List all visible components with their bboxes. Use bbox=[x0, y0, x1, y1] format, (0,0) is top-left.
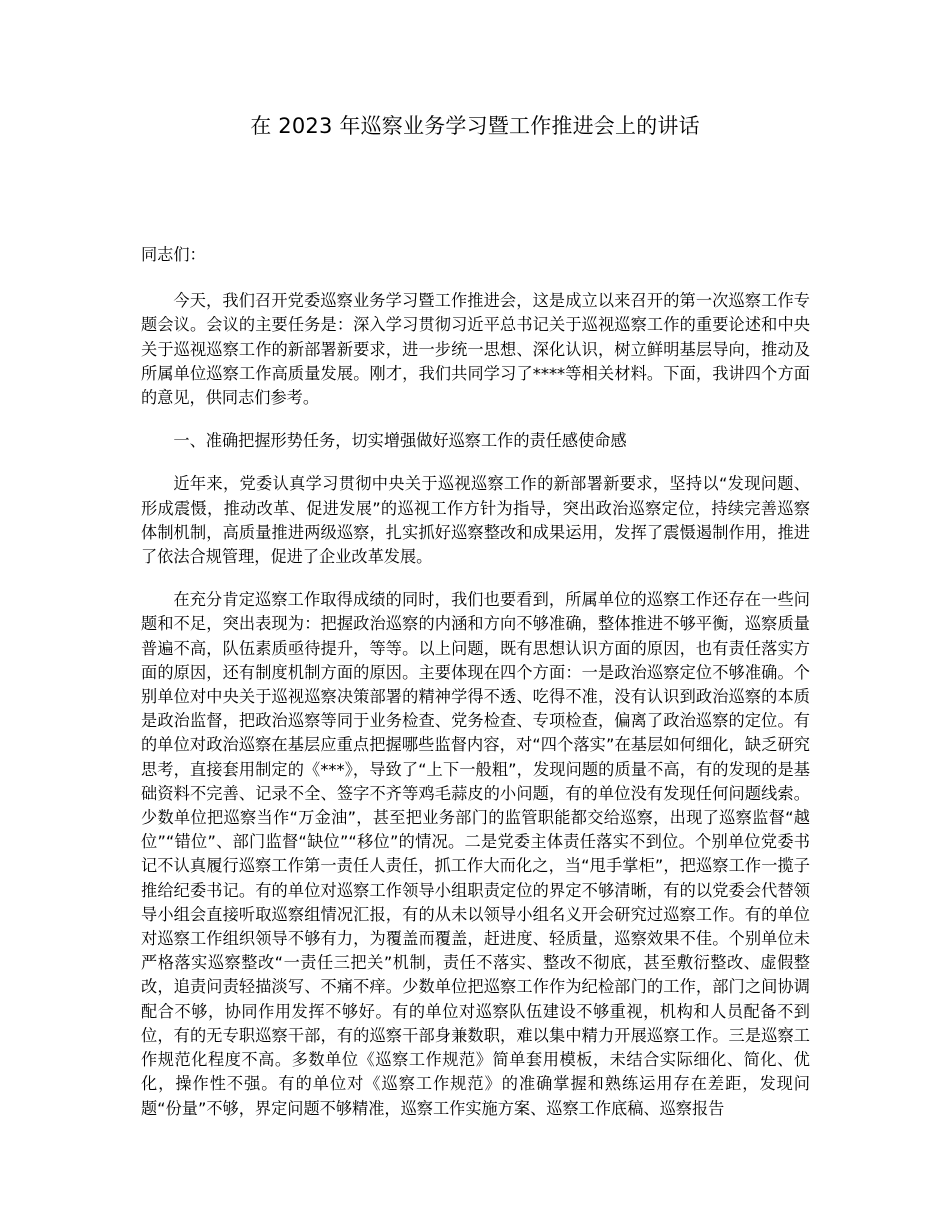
paragraph-achievements: 近年来，党委认真学习贯彻中央关于巡视巡察工作的新部署新要求，坚持以“发现问题、形成震慑，推动改革、促进发展”的巡视工作方针为指导，突出政治巡察定位，持续完善巡察体制机制，高质量推进两级巡察，扎实抓好巡察整改和成果运用，发挥了震慑遏制作用，推进了依法合规管理，促进了企业改革发展。 bbox=[141, 474, 810, 567]
paragraph-problems: 在充分肯定巡察工作取得成绩的同时，我们也要看到，所属单位的巡察工作还存在一些问题和不足，突出表现为：把握政治巡察的内涵和方向不够准确，整体推进不够平衡，巡察质量普遍不高，队伍素质亟待提升，等等。以上问题，既有思想认识方面的原因，也有责任落实方面的原因，还有制度机制方面的原因。主要体现在四个方面：一是政治巡察定位不够准确。个别单位对中央关于巡视巡察决策部署的精神学得不透、吃得不准，没有认识到政治巡察的本质是政治监督，把政治巡察等同于业务检查、党务检查、专项检查，偏离了政治巡察的定位。有的单位对政治巡察在基层应重点把握哪些监督内容，对“四个落实”在基层如何细化，缺乏研究思考，直接套用制定的《***》，导致了“上下一般粗”，发现问题的质量不高，有的发现的是基础资料不完善、记录不全、签字不齐等鸡毛蒜皮的小问题，有的单位没有发现任何问题线索。少数单位把巡察当作“万金油”，甚至把业务部门的监管职能都交给巡察，出现了巡察监督“越位”“错位”、部门监督“缺位”“移位”的情况。二是党委主体责任落实不到位。个别单位党委书记不认真履行巡察工作第一责任人责任，抓工作大而化之，当“甩手掌柜”，把巡察工作一揽子推给纪委书记。有的单位对巡察工作领导小组职责定位的界定不够清晰，有的以党委会代替领导小组会直接听取巡察组情况汇报，有的从未以领导小组名义开会研究过巡察工作。有的单位对巡察工作组织领导不够有力，为覆盖而覆盖，赶进度、轻质量，巡察效果不佳。个别单位未严格落实巡察整改“一责任三把关”机制，责任不落实、整改不彻底，甚至敷衍整改、虚假整改，追责问责轻描淡写、不痛不痒。少数单位把巡察工作作为纪检部门的工作，部门之间协调配合不够，协同作用发挥不够好。有的单位对巡察队伍建设不够重视，机构和人员配备不到位，有的无专职巡察干部，有的巡察干部身兼数职，难以集中精力开展巡察工作。三是巡察工作规范化程度不高。多数单位《巡察工作规范》简单套用模板，未结合实际细化、简化、优化，操作性不强。有的单位对《巡察工作规范》的准确掌握和熟练运用存在差距，发现问题“份量”不够，界定问题不够精准，巡察工作实施方案、巡察工作底稿、巡察报告 bbox=[141, 590, 810, 1118]
section-heading-1: 一、准确把握形势任务，切实增强做好巡察工作的责任感使命感 bbox=[173, 431, 627, 451]
paragraph-opening: 今天，我们召开党委巡察业务学习暨工作推进会，这是成立以来召开的第一次巡察工作专题会议。会议的主要任务是：深入学习贯彻习近平总书记关于巡视巡察工作的重要论述和中央关于巡视巡察工作的新部署新要求，进一步统一思想、深化认识，树立鲜明基层导向，推动及所属单位巡察工作高质量发展。刚才，我们共同学习了****等相关材料。下面，我讲四个方面的意见，供同志们参考。 bbox=[141, 291, 810, 408]
document-body bbox=[141, 243, 810, 1121]
salutation: 同志们： bbox=[141, 245, 206, 264]
document-title: 在 2023 年巡察业务学习暨工作推进会上的讲话 bbox=[250, 114, 700, 138]
